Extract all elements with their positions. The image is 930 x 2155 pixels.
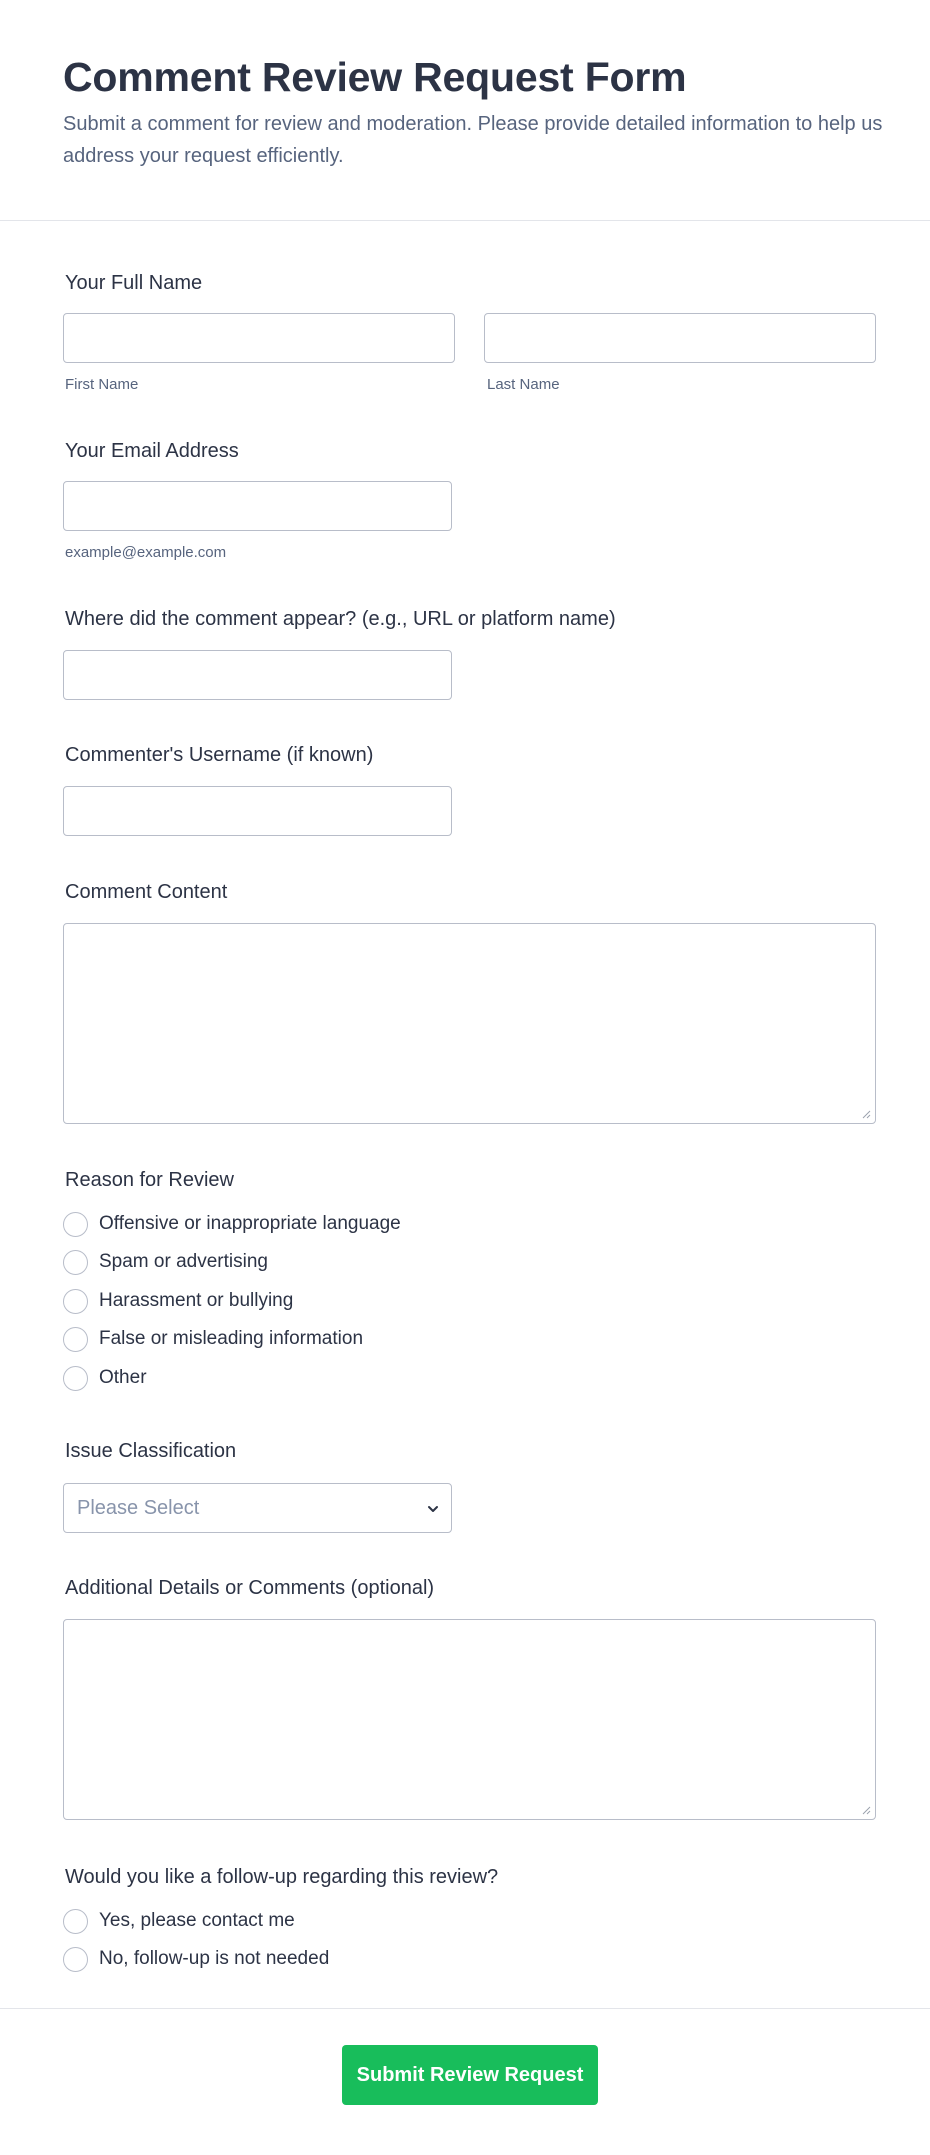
radio-button[interactable] [63, 1289, 88, 1314]
additional-details-label: Additional Details or Comments (optional) [65, 1577, 435, 1599]
comment-location-label: Where did the comment appear? (e.g., URL or platform name) [65, 608, 616, 630]
radio-label: Yes, please contact me [99, 1910, 295, 1931]
radio-label: Harassment or bullying [99, 1290, 294, 1311]
chevron-down-icon [425, 1501, 441, 1517]
reason-option-misleading[interactable] [63, 1326, 363, 1352]
radio-label: False or misleading information [99, 1328, 364, 1349]
commenter-username-label: Commenter's Username (if known) [65, 744, 374, 766]
followup-label: Would you like a follow-up regarding this review? [65, 1866, 499, 1888]
reason-option-offensive[interactable] [63, 1211, 401, 1237]
comment-location-input[interactable] [63, 650, 452, 700]
radio-button[interactable] [63, 1212, 88, 1237]
email-field[interactable] [63, 481, 452, 531]
radio-button[interactable] [63, 1327, 88, 1352]
full-name-label: Your Full Name [65, 272, 203, 294]
last-name-input[interactable] [484, 313, 876, 363]
resize-handle-icon[interactable] [861, 1109, 871, 1119]
additional-details-textarea[interactable] [63, 1619, 876, 1820]
commenter-username-input[interactable] [63, 786, 452, 836]
email-sublabel: example@example.com [65, 544, 227, 561]
submit-button[interactable]: Submit Review Request [342, 2045, 598, 2105]
radio-label: Spam or advertising [99, 1251, 268, 1272]
issue-classification-label: Issue Classification [65, 1440, 237, 1462]
email-label: Your Email Address [65, 440, 239, 462]
followup-option-no[interactable] [63, 1946, 329, 1972]
page-subtitle: Submit a comment for review and moderation. Please provide detailed information to help us address your request efficiently. [63, 113, 883, 167]
comment-content-textarea[interactable] [63, 923, 876, 1124]
footer-divider [0, 2008, 930, 2009]
radio-label: Offensive or inappropriate language [99, 1213, 401, 1234]
reason-option-harassment[interactable] [63, 1288, 293, 1314]
first-name-sublabel: First Name [65, 376, 139, 393]
first-name-input[interactable] [63, 313, 455, 363]
reason-option-spam[interactable] [63, 1249, 268, 1275]
radio-button[interactable] [63, 1366, 88, 1391]
comment-content-label: Comment Content [65, 881, 228, 903]
reason-option-other[interactable] [63, 1365, 147, 1391]
select-value: Please Select [77, 1497, 200, 1519]
radio-button[interactable] [63, 1909, 88, 1934]
radio-button[interactable] [63, 1947, 88, 1972]
page-title: Comment Review Request Form [63, 54, 687, 100]
radio-label: Other [99, 1367, 147, 1388]
resize-handle-icon[interactable] [861, 1805, 871, 1815]
radio-button[interactable] [63, 1250, 88, 1275]
last-name-sublabel: Last Name [487, 376, 560, 393]
radio-label: No, follow-up is not needed [99, 1948, 330, 1969]
form-header [0, 0, 930, 221]
followup-option-yes[interactable] [63, 1908, 295, 1934]
reason-label: Reason for Review [65, 1169, 234, 1191]
issue-classification-select[interactable] [63, 1483, 452, 1533]
